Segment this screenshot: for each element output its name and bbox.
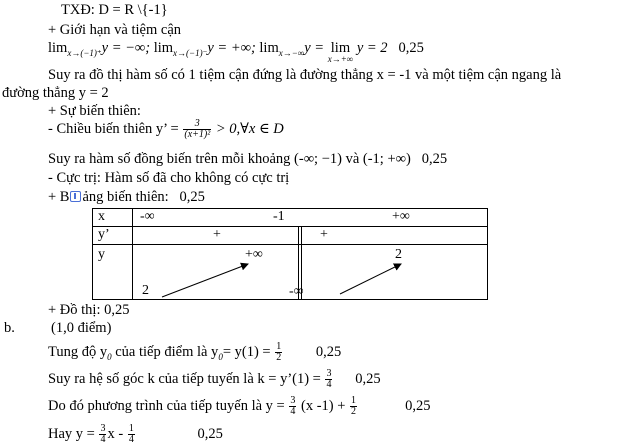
row-label-x: x (98, 209, 105, 224)
direction-line: - Chiều biến thiên y’ = $\frac{3}{\text{(x+1)²}}$ > 0,∀x ∈ D (48, 118, 284, 140)
asymptote-line-2: đường thẳng y = 2 (2, 85, 109, 101)
yprime-sign-right: + (320, 227, 328, 242)
part-b-points: (1,0 điểm) (51, 320, 112, 336)
variation-heading: + Sự biến thiên: (48, 103, 141, 119)
table-heading: + B ảng biến thiên: 0,25 (48, 189, 205, 205)
anchor-icon (70, 191, 81, 202)
y-value-right-bottom: -∞ (289, 284, 304, 299)
x-value-middle: -1 (273, 209, 285, 224)
tangent-line: Do đó phương trình của tiếp tuyến là y = $\frac{3}{4}$ (x -1) + $\frac{1}{2}$ 0,25 (48, 395, 431, 417)
asymptote-line-1: Suy ra đồ thị hàm số có 1 tiệm cận đứng là đường thẳng x = -1 và một tiệm cận ngang là (48, 67, 562, 83)
yprime-sign-left: + (213, 227, 221, 242)
slope-line: Suy ra hệ số góc k của tiếp tuyến là k = y’(1) = $\frac{3}{4}$ 0,25 (48, 368, 381, 390)
row-label-yprime: y’ (98, 227, 110, 242)
y-value-right-top: 2 (395, 247, 402, 262)
graph-line: + Đồ thị: 0,25 (48, 302, 130, 318)
ordinate-line: Tung độ $y_0$ của tiếp điểm là $y_0= y(1)$ = $\frac{1}{2}$ 0,25 (48, 341, 342, 363)
extrema-line: - Cực trị: Hàm số đã cho không có cực trị (48, 170, 290, 186)
limit-heading: + Giới hạn và tiệm cận (48, 22, 182, 38)
row-label-y: y (98, 247, 105, 262)
variation-arrows (92, 208, 488, 300)
y-value-left-bottom: 2 (142, 283, 149, 298)
increase-arrow-right (340, 264, 401, 294)
final-line: Hay y = $\frac{3}{4}$ x - $\frac{1}{4}$ 0,25 (48, 423, 223, 445)
x-value-right: +∞ (392, 209, 410, 224)
y-value-left-top: +∞ (245, 247, 263, 262)
variation-table (92, 208, 488, 300)
part-b-label: b. (4, 320, 15, 336)
increasing-line: Suy ra hàm số đồng biến trên mỗi khoảng (-∞; −1) và (-1; +∞) 0,25 (48, 151, 448, 167)
limits-line: $\lim_{x\to(-1)^+}y$ = −∞; $\lim_{x\to(-1)^-}y$ = +∞; $\lim_{x\to-\infty}y = \lim$ x→+∞ y = 2 0,25 (48, 40, 424, 64)
domain-line: TXĐ: D = R \{-1} (61, 2, 168, 18)
x-value-left: -∞ (140, 209, 155, 224)
increase-arrow-left (162, 264, 248, 297)
